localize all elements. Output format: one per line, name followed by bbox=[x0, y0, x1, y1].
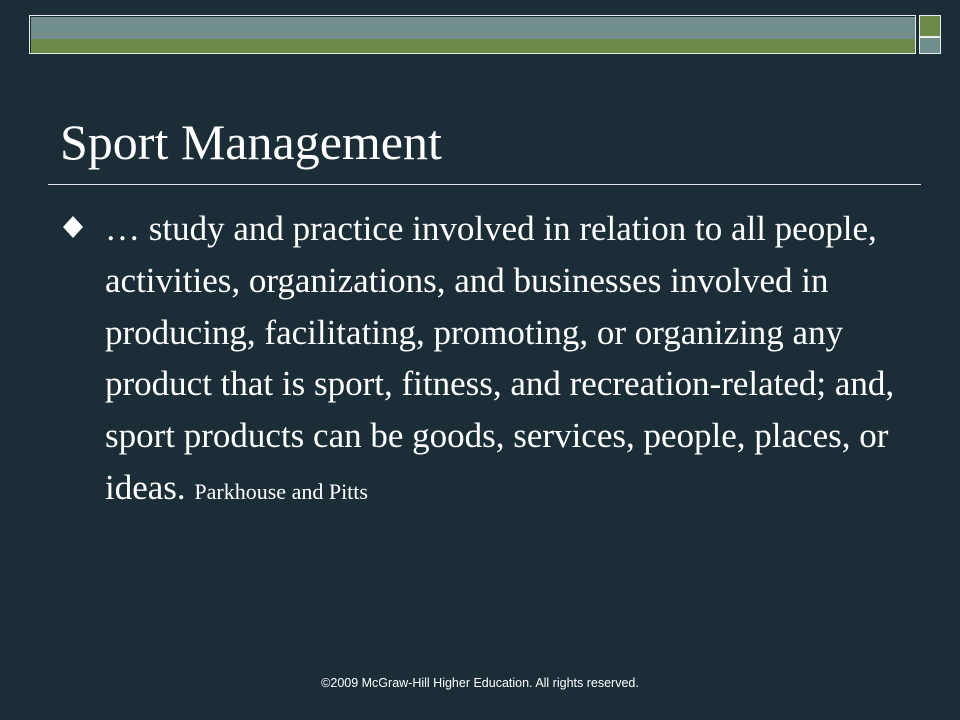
title-divider bbox=[48, 184, 921, 185]
diamond-bullet-icon bbox=[62, 215, 84, 239]
copyright-footer: ©2009 McGraw-Hill Higher Education. All rights reserved. bbox=[321, 676, 639, 690]
decorative-square-green bbox=[919, 15, 941, 37]
bullet-text: … study and practice involved in relation to all people, activities, organizations, and businesses involved in producing, facilitating, promoting, or organizing any product that is sport, fitness, and recreation-related; and, sport products can be goods, services, people, places, or ideas. bbox=[105, 209, 895, 507]
decorative-frame bbox=[29, 15, 916, 54]
decorative-square-teal bbox=[919, 37, 941, 54]
slide-title: Sport Management bbox=[60, 114, 442, 170]
citation: Parkhouse and Pitts bbox=[194, 478, 368, 504]
bullet-item bbox=[105, 203, 905, 518]
